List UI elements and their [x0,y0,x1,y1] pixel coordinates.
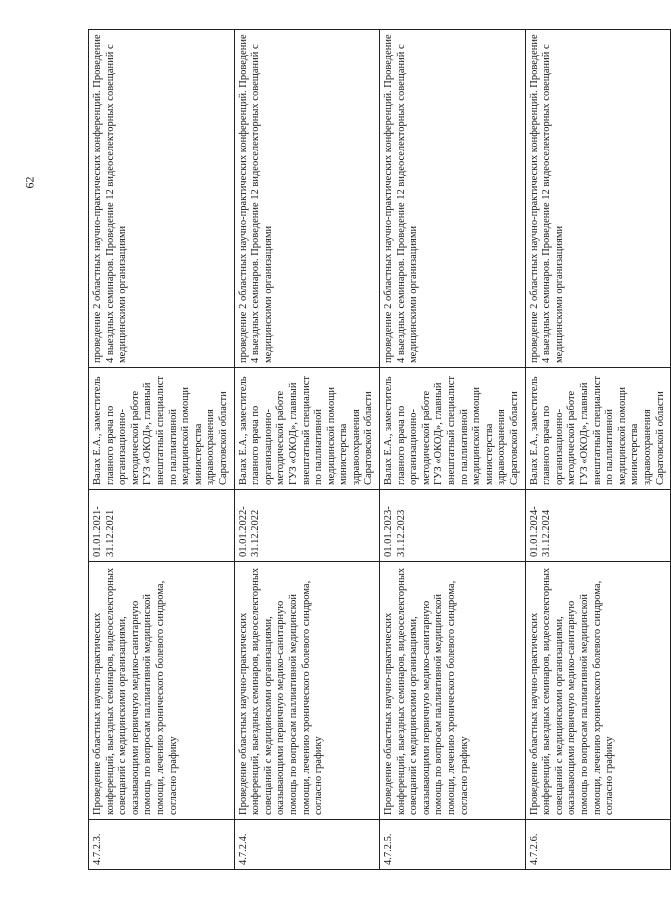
item-number-cell: 4.7.2.3. [89,820,235,870]
item-number-cell: 4.7.2.6. [525,820,671,870]
period-cell: 01.01.2024-31.12.2024 [525,490,671,562]
activity-name-cell: Проведение областных научно-практических конференций, выездных семинаров, видеоселекторных совещаний с медицинскими организациями, оказывающими первичную медико-санитарную помощь по вопросам паллиативной медицинской помощи, лечению хронического болевого синдрома, согласно графику [89,562,235,820]
table-row [380,30,526,870]
table-row [89,30,235,870]
page-number: 62 [22,176,37,189]
responsible-person-cell: Валах Е.А., заместитель главного врача по организационно-методической работе ГУЗ «ОКОД», главный внештатный специалист по паллиативной медицинской помощи министерства здравоохранения Саратовской области [89,368,235,490]
expected-result-cell: проведение 2 областных научно-практических конференций. Проведение 4 выездных семинаров. Проведение 12 видеоселекторных совещаний с медицинскими организациями [89,30,235,368]
expected-result-cell: проведение 2 областных научно-практических конференций. Проведение 4 выездных семинаров. Проведение 12 видеоселекторных совещаний с медицинскими организациями [380,30,526,368]
responsible-person-cell: Валах Е.А., заместитель главного врача по организационно-методической работе ГУЗ «ОКОД», главный внештатный специалист по паллиативной медицинской помощи министерства здравоохранения Саратовской области [525,368,671,490]
period-cell: 01.01.2022-31.12.2022 [234,490,380,562]
period-cell: 01.01.2023-31.12.2023 [380,490,526,562]
activities-table [88,29,671,870]
expected-result-cell: проведение 2 областных научно-практических конференций. Проведение 4 выездных семинаров. Проведение 12 видеоселекторных совещаний с медицинскими организациями [525,30,671,368]
table-row [525,30,671,870]
responsible-person-cell: Валах Е.А., заместитель главного врача по организационно-методической работе ГУЗ «ОКОД», главный внештатный специалист по паллиативной медицинской помощи министерства здравоохранения Саратовской области [380,368,526,490]
responsible-person-cell: Валах Е.А., заместитель главного врача по организационно-методической работе ГУЗ «ОКОД», главный внештатный специалист по паллиативной медицинской помощи министерства здравоохранения Саратовской области [234,368,380,490]
item-number-cell: 4.7.2.4. [234,820,380,870]
item-number-cell: 4.7.2.5. [380,820,526,870]
activity-name-cell: Проведение областных научно-практических конференций, выездных семинаров, видеоселекторных совещаний с медицинскими организациями, оказывающими первичную медико-санитарную помощь по вопросам паллиативной медицинской помощи, лечению хронического болевого синдрома, согласно графику [380,562,526,820]
expected-result-cell: проведение 2 областных научно-практических конференций. Проведение 4 выездных семинаров. Проведение 12 видеоселекторных совещаний с медицинскими организациями [234,30,380,368]
table-row [234,30,380,870]
period-cell: 01.01.2021-31.12.2021 [89,490,235,562]
activity-name-cell: Проведение областных научно-практических конференций, выездных семинаров, видеоселекторных совещаний с медицинскими организациями, оказывающими первичную медико-санитарную помощь по вопросам паллиативной медицинской помощи, лечению хронического болевого синдрома, согласно графику [525,562,671,820]
activity-name-cell: Проведение областных научно-практических конференций, выездных семинаров, видеоселекторных совещаний с медицинскими организациями, оказывающими первичную медико-санитарную помощь по вопросам паллиативной медицинской помощи, лечению хронического болевого синдрома, согласно графику [234,562,380,820]
rotated-table-container [88,30,666,870]
